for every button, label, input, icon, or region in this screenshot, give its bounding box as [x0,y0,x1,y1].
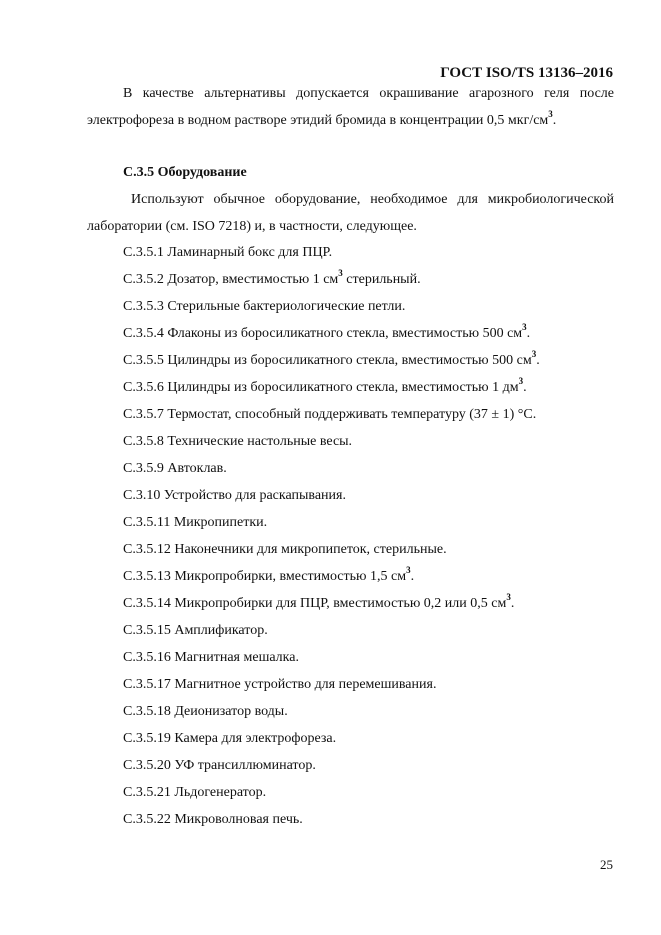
equipment-item-text: С.3.5.16 Магнитная мешалка. [123,650,299,665]
equipment-list-item [123,324,540,351]
equipment-list-item [123,405,540,432]
equipment-item-text: С.3.5.13 Микропробирки, вместимостью 1,5 см [123,569,407,584]
equipment-list-item [123,783,540,810]
equipment-item-text: С.3.5.2 Дозатор, вместимостью 1 см [123,272,339,287]
equipment-list-item [123,513,540,540]
equipment-item-tail: . [510,596,515,611]
intro-paragraph [87,81,614,134]
equipment-item-superscript: 3 [338,268,343,279]
equipment-item-tail: . [410,569,415,584]
equipment-list-item [123,594,540,621]
equipment-item-text: С.3.5.1 Ламинарный бокс для ПЦР. [123,245,333,260]
equipment-item-text: С.3.5.9 Автоклав. [123,461,227,476]
equipment-list [123,243,540,837]
equipment-list-item [123,567,540,594]
intro-tail: . [552,112,557,128]
equipment-list-item [123,270,540,297]
equipment-item-superscript: 3 [522,322,527,333]
equipment-list-item [123,351,540,378]
equipment-item-text: С.3.5.5 Цилиндры из боросиликатного стекла, вместимостью 500 см [123,353,532,368]
equipment-list-item [123,243,540,270]
equipment-list-item [123,702,540,729]
equipment-item-text: С.3.5.6 Цилиндры из боросиликатного стекла, вместимостью 1 дм [123,380,519,395]
intro-text: В качестве альтернативы допускается окрашивание агарозного геля после электрофореза в водном растворе этидий бромида в концентрации 0,5 мкг/см [87,86,614,128]
equipment-item-text: С.3.5.14 Микропробирки для ПЦР, вместимостью 0,2 или 0,5 см [123,596,507,611]
equipment-item-text: С.3.5.21 Льдогенератор. [123,785,267,800]
equipment-item-text: С.3.5.15 Амплификатор. [123,623,268,638]
equipment-list-item [123,540,540,567]
equipment-item-text: С.3.10 Устройство для раскапывания. [123,488,346,503]
equipment-item-text: С.3.5.3 Стерильные бактериологические петли. [123,299,406,314]
equipment-list-item [123,297,540,324]
intro-superscript: 3 [548,108,553,119]
equipment-item-text: С.3.5.19 Камера для электрофореза. [123,731,337,746]
equipment-item-tail: . [536,353,540,368]
equipment-item-text: С.3.5.18 Деионизатор воды. [123,704,288,719]
equipment-item-superscript: 3 [506,592,511,603]
equipment-item-tail: стерильный. [342,272,421,287]
equipment-item-superscript: 3 [406,565,411,576]
equipment-list-item [123,378,540,405]
equipment-item-text: С.3.5.20 УФ трансиллюминатор. [123,758,316,773]
equipment-list-item [123,486,540,513]
equipment-list-item [123,459,540,486]
equipment-list-item [123,729,540,756]
equipment-item-tail: . [523,380,527,395]
equipment-item-superscript: 3 [518,376,524,387]
equipment-item-text: С.3.5.11 Микропипетки. [123,515,268,530]
standard-code-header: ГОСТ ISO/TS 13136–2016 [440,65,613,81]
equipment-list-item [123,621,540,648]
equipment-list-item [123,432,540,459]
equipment-list-item [123,810,540,837]
section-intro-paragraph: Используют обычное оборудование, необходимое для микробиологической лаборатории (см. ISO 7218) и, в частности, следующее. [87,192,614,234]
equipment-list-item [123,675,540,702]
equipment-item-text: С.3.5.17 Магнитное устройство для перемешивания. [123,677,437,692]
equipment-item-superscript: 3 [531,349,537,360]
equipment-item-text: С.3.5.8 Технические настольные весы. [123,434,353,449]
equipment-item-text: С.3.5.12 Наконечники для микропипеток, стерильные. [123,542,447,557]
section-heading: С.3.5 Оборудование [123,165,247,180]
equipment-item-text: С.3.5.7 Термостат, способный поддерживать температуру (37 ± 1) °С. [123,407,537,422]
page-number: 25 [600,857,613,872]
equipment-list-item [123,756,540,783]
equipment-list-item [123,648,540,675]
equipment-item-text: С.3.5.22 Микроволновая печь. [123,812,303,827]
equipment-item-tail: . [526,326,531,341]
equipment-item-text: С.3.5.4 Флаконы из боросиликатного стекла, вместимостью 500 см [123,326,523,341]
